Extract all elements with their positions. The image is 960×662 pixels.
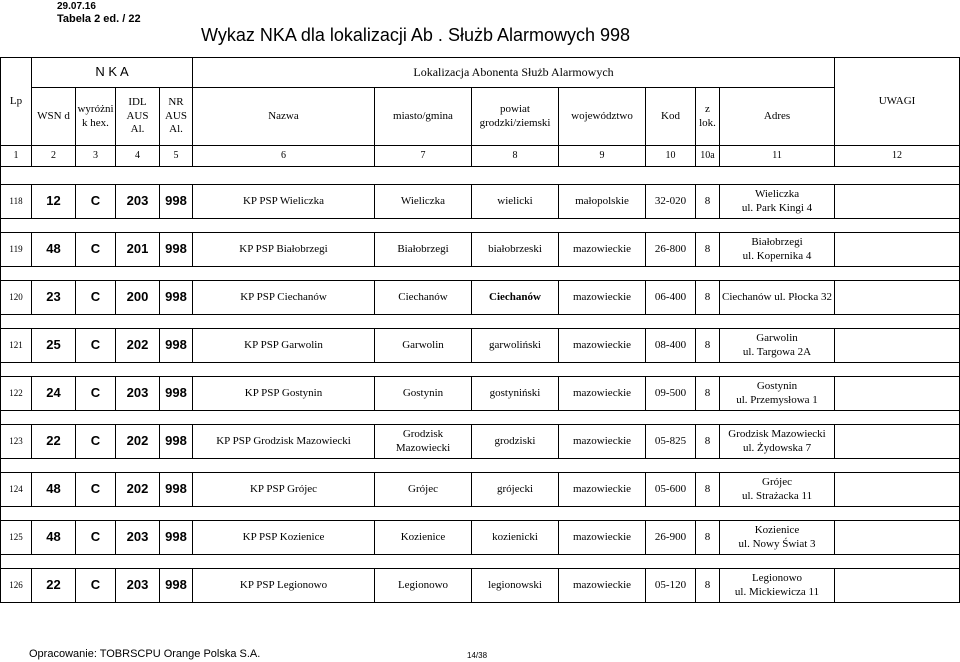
miasto-line-2: Mazowiecki xyxy=(395,441,451,454)
cell-kod: 09-500 xyxy=(646,377,696,411)
cell-kod: 05-120 xyxy=(646,569,696,603)
cell-wsn: 22 xyxy=(32,569,76,603)
miasto-line-1: Kozienice xyxy=(400,530,446,543)
table-row xyxy=(1,185,960,219)
page-number: 14/38 xyxy=(467,651,488,660)
cell-idl: 202 xyxy=(116,473,160,507)
col-number: 10a xyxy=(696,146,720,167)
cell-powiat: białobrzeski xyxy=(472,233,559,267)
spacer-row xyxy=(1,507,960,521)
miasto-line-1: Gostynin xyxy=(402,386,444,399)
cell-idl: 201 xyxy=(116,233,160,267)
cell-lp: 121 xyxy=(1,329,32,363)
cell-wyrozni: C xyxy=(76,521,116,555)
spacer-row xyxy=(1,459,960,473)
cell-kod: 26-900 xyxy=(646,521,696,555)
header-wyrozni: wyróżni k hex. xyxy=(76,88,116,146)
table-row xyxy=(1,329,960,363)
column-number-row xyxy=(1,146,960,167)
col-number: 2 xyxy=(32,146,76,167)
header-uwagi: UWAGI xyxy=(835,58,960,146)
cell-miasto xyxy=(375,233,472,267)
spacer-row xyxy=(1,219,960,233)
cell-wsn: 12 xyxy=(32,185,76,219)
adres-line-2: ul. Park Kingi 4 xyxy=(741,201,813,214)
table-row xyxy=(1,377,960,411)
cell-wsn: 48 xyxy=(32,233,76,267)
header-nka: N K A xyxy=(32,58,193,88)
footer-credit: Opracowanie: TOBRSCPU Orange Polska S.A. xyxy=(29,648,261,660)
cell-z-lok: 8 xyxy=(696,425,720,459)
cell-adres xyxy=(720,281,835,315)
col-number: 11 xyxy=(720,146,835,167)
table-row xyxy=(1,569,960,603)
header-nazwa: Nazwa xyxy=(193,88,375,146)
miasto-line-1: Grodzisk xyxy=(402,427,444,440)
cell-wojewodztwo: mazowieckie xyxy=(559,281,646,315)
adres-line-1: Legionowo xyxy=(751,571,803,584)
cell-nr: 998 xyxy=(160,329,193,363)
cell-wyrozni: C xyxy=(76,329,116,363)
cell-wojewodztwo: mazowieckie xyxy=(559,521,646,555)
adres-line-2: ul. Żydowska 7 xyxy=(742,441,812,454)
header-idl: IDL AUS Al. xyxy=(116,88,160,146)
miasto-line-1: Wieliczka xyxy=(400,194,446,207)
cell-uwagi xyxy=(835,281,960,315)
miasto-line-1: Legionowo xyxy=(397,578,449,591)
spacer-row xyxy=(1,411,960,425)
cell-nazwa: KP PSP Wieliczka xyxy=(193,185,375,219)
cell-wyrozni: C xyxy=(76,377,116,411)
cell-nr: 998 xyxy=(160,281,193,315)
header-kod: Kod xyxy=(646,88,696,146)
spacer-row xyxy=(1,267,960,281)
cell-powiat: grodziski xyxy=(472,425,559,459)
cell-nr: 998 xyxy=(160,185,193,219)
cell-nazwa: KP PSP Grójec xyxy=(193,473,375,507)
cell-z-lok: 8 xyxy=(696,185,720,219)
table-edition: Tabela 2 ed. / 22 xyxy=(57,13,141,25)
cell-idl: 203 xyxy=(116,377,160,411)
cell-z-lok: 8 xyxy=(696,521,720,555)
cell-kod: 05-600 xyxy=(646,473,696,507)
cell-nazwa: KP PSP Gostynin xyxy=(193,377,375,411)
cell-wyrozni: C xyxy=(76,233,116,267)
cell-wojewodztwo: mazowieckie xyxy=(559,233,646,267)
cell-z-lok: 8 xyxy=(696,473,720,507)
document-date: 29.07.16 xyxy=(57,1,96,12)
cell-powiat: kozienicki xyxy=(472,521,559,555)
cell-miasto xyxy=(375,281,472,315)
cell-miasto xyxy=(375,377,472,411)
cell-wsn: 23 xyxy=(32,281,76,315)
cell-lp: 126 xyxy=(1,569,32,603)
col-number: 6 xyxy=(193,146,375,167)
adres-line-2: ul. Kopernika 4 xyxy=(742,249,812,262)
cell-adres xyxy=(720,473,835,507)
header-miasto: miasto/gmina xyxy=(375,88,472,146)
col-number: 3 xyxy=(76,146,116,167)
cell-miasto xyxy=(375,329,472,363)
cell-adres xyxy=(720,377,835,411)
col-number: 8 xyxy=(472,146,559,167)
cell-adres xyxy=(720,185,835,219)
header-z-lok: z lok. xyxy=(696,88,720,146)
cell-nazwa: KP PSP Garwolin xyxy=(193,329,375,363)
cell-nr: 998 xyxy=(160,569,193,603)
cell-z-lok: 8 xyxy=(696,281,720,315)
cell-wsn: 48 xyxy=(32,521,76,555)
cell-idl: 200 xyxy=(116,281,160,315)
cell-wojewodztwo: mazowieckie xyxy=(559,473,646,507)
cell-z-lok: 8 xyxy=(696,233,720,267)
table-row xyxy=(1,473,960,507)
cell-wojewodztwo: mazowieckie xyxy=(559,569,646,603)
miasto-line-1: Grójec xyxy=(408,482,438,495)
cell-miasto xyxy=(375,473,472,507)
header-row-2 xyxy=(1,88,960,146)
cell-lp: 120 xyxy=(1,281,32,315)
cell-miasto xyxy=(375,569,472,603)
cell-adres xyxy=(720,329,835,363)
col-number: 12 xyxy=(835,146,960,167)
header-lokalizacja: Lokalizacja Abonenta Służb Alarmowych xyxy=(193,58,835,88)
cell-uwagi xyxy=(835,329,960,363)
cell-miasto xyxy=(375,425,472,459)
cell-wsn: 25 xyxy=(32,329,76,363)
cell-powiat: gostyniński xyxy=(472,377,559,411)
cell-nr: 998 xyxy=(160,521,193,555)
header-lp: Lp xyxy=(1,58,32,146)
cell-powiat: Ciechanów xyxy=(472,281,559,315)
adres-line-2: ul. Strażacka 11 xyxy=(741,489,813,502)
cell-wsn: 24 xyxy=(32,377,76,411)
cell-kod: 26-800 xyxy=(646,233,696,267)
header-wsn: WSN d xyxy=(32,88,76,146)
adres-line-2: ul. Targowa 2A xyxy=(742,345,812,358)
cell-adres xyxy=(720,569,835,603)
cell-powiat: wielicki xyxy=(472,185,559,219)
page-title: Wykaz NKA dla lokalizacji Ab . Służb Alarmowych 998 xyxy=(201,25,631,45)
cell-adres xyxy=(720,521,835,555)
cell-uwagi xyxy=(835,425,960,459)
cell-wyrozni: C xyxy=(76,185,116,219)
cell-lp: 119 xyxy=(1,233,32,267)
cell-nr: 998 xyxy=(160,425,193,459)
table-row xyxy=(1,281,960,315)
table-row xyxy=(1,425,960,459)
adres-line-1: Gostynin xyxy=(756,379,798,392)
cell-adres xyxy=(720,425,835,459)
cell-lp: 125 xyxy=(1,521,32,555)
header-adres: Adres xyxy=(720,88,835,146)
cell-kod: 32-020 xyxy=(646,185,696,219)
header-powiat: powiat grodzki/ziemski xyxy=(472,88,559,146)
cell-z-lok: 8 xyxy=(696,569,720,603)
cell-wojewodztwo: mazowieckie xyxy=(559,329,646,363)
adres-line-1: Ciechanów ul. Płocka 32 xyxy=(722,290,832,303)
cell-wojewodztwo: mazowieckie xyxy=(559,377,646,411)
miasto-line-1: Garwolin xyxy=(402,338,444,351)
cell-idl: 203 xyxy=(116,185,160,219)
cell-lp: 124 xyxy=(1,473,32,507)
cell-adres xyxy=(720,233,835,267)
cell-nazwa: KP PSP Grodzisk Mazowiecki xyxy=(193,425,375,459)
adres-line-1: Garwolin xyxy=(756,331,798,344)
cell-uwagi xyxy=(835,473,960,507)
cell-powiat: legionowski xyxy=(472,569,559,603)
cell-lp: 122 xyxy=(1,377,32,411)
col-number: 10 xyxy=(646,146,696,167)
col-number: 7 xyxy=(375,146,472,167)
cell-uwagi xyxy=(835,377,960,411)
col-number: 1 xyxy=(1,146,32,167)
cell-idl: 203 xyxy=(116,521,160,555)
cell-miasto xyxy=(375,521,472,555)
col-number: 9 xyxy=(559,146,646,167)
cell-wyrozni: C xyxy=(76,425,116,459)
header-row-1 xyxy=(1,58,960,88)
cell-nr: 998 xyxy=(160,377,193,411)
cell-uwagi xyxy=(835,233,960,267)
adres-line-1: Wieliczka xyxy=(754,187,800,200)
cell-uwagi xyxy=(835,521,960,555)
cell-nr: 998 xyxy=(160,233,193,267)
cell-nazwa: KP PSP Białobrzegi xyxy=(193,233,375,267)
cell-idl: 202 xyxy=(116,425,160,459)
cell-uwagi xyxy=(835,185,960,219)
cell-lp: 123 xyxy=(1,425,32,459)
cell-z-lok: 8 xyxy=(696,377,720,411)
cell-wyrozni: C xyxy=(76,569,116,603)
cell-nazwa: KP PSP Kozienice xyxy=(193,521,375,555)
cell-nr: 998 xyxy=(160,473,193,507)
spacer-row xyxy=(1,315,960,329)
spacer-row xyxy=(1,555,960,569)
cell-nazwa: KP PSP Ciechanów xyxy=(193,281,375,315)
cell-wsn: 48 xyxy=(32,473,76,507)
cell-lp: 118 xyxy=(1,185,32,219)
nka-table xyxy=(0,57,960,603)
table-row xyxy=(1,521,960,555)
cell-miasto xyxy=(375,185,472,219)
cell-kod: 08-400 xyxy=(646,329,696,363)
col-number: 5 xyxy=(160,146,193,167)
cell-kod: 05-825 xyxy=(646,425,696,459)
adres-line-1: Grodzisk Mazowiecki xyxy=(728,427,826,440)
adres-line-2: ul. Przemysłowa 1 xyxy=(736,393,818,406)
adres-line-2: ul. Nowy Świat 3 xyxy=(738,537,816,550)
cell-wojewodztwo: mazowieckie xyxy=(559,425,646,459)
adres-line-1: Grójec xyxy=(762,475,792,488)
cell-idl: 202 xyxy=(116,329,160,363)
cell-uwagi xyxy=(835,569,960,603)
col-number: 4 xyxy=(116,146,160,167)
cell-wojewodztwo: małopolskie xyxy=(559,185,646,219)
cell-nazwa: KP PSP Legionowo xyxy=(193,569,375,603)
cell-powiat: garwoliński xyxy=(472,329,559,363)
spacer-row xyxy=(1,363,960,377)
adres-line-1: Białobrzegi xyxy=(751,235,803,248)
cell-wyrozni: C xyxy=(76,473,116,507)
data-rows xyxy=(1,185,960,603)
cell-wyrozni: C xyxy=(76,281,116,315)
header-wojewodztwo: województwo xyxy=(559,88,646,146)
adres-line-2: ul. Mickiewicza 11 xyxy=(734,585,820,598)
cell-wsn: 22 xyxy=(32,425,76,459)
spacer-row xyxy=(1,167,960,185)
cell-kod: 06-400 xyxy=(646,281,696,315)
miasto-line-1: Białobrzegi xyxy=(397,242,449,255)
cell-z-lok: 8 xyxy=(696,329,720,363)
miasto-line-1: Ciechanów xyxy=(398,290,448,303)
table-row xyxy=(1,233,960,267)
cell-idl: 203 xyxy=(116,569,160,603)
adres-line-1: Kozienice xyxy=(754,523,800,536)
header-nr: NR AUS Al. xyxy=(160,88,193,146)
cell-powiat: grójecki xyxy=(472,473,559,507)
